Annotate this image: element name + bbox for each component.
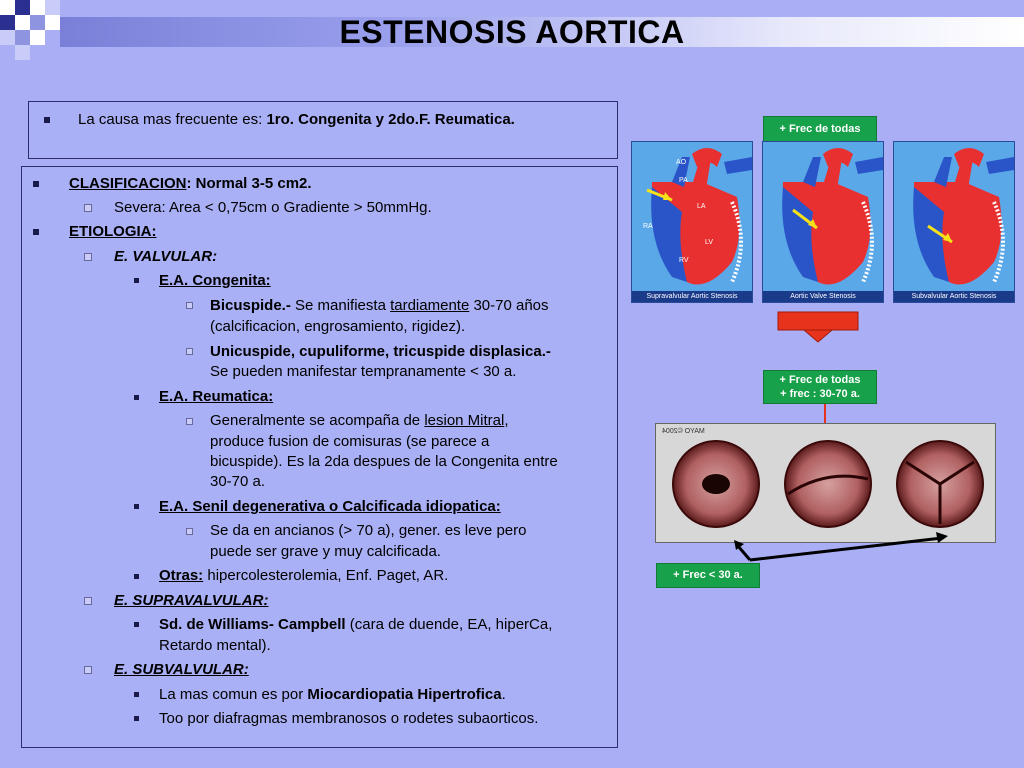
heart-diagram-subvalvular — [893, 141, 1015, 303]
heart-illustration — [763, 142, 884, 293]
reumatica-pre: Generalmente se acompaña de — [210, 412, 425, 429]
otras-label: Otras: — [159, 567, 204, 584]
senil-line1: Se da en ancianos (> 70 a), gener. es leve pero — [210, 522, 527, 539]
bullet-square-icon — [33, 229, 39, 235]
valvular-heading: E. VALVULAR: — [114, 248, 218, 265]
bullet-square-icon — [134, 622, 139, 627]
bullet-square-icon — [134, 504, 139, 509]
heart-caption: Subvalvular Aortic Stenosis — [894, 291, 1014, 302]
otras-line — [159, 566, 448, 586]
bullet-square-icon — [33, 181, 39, 187]
bicuspide-underlined: tardiamente — [390, 297, 470, 314]
cause-bold: 1ro. Congenita y 2do.F. Reumatica. — [266, 111, 515, 128]
bullet-hollow-icon — [186, 528, 193, 535]
subvalvular-bold: Miocardiopatia Hipertrofica — [307, 686, 502, 703]
congenita-heading: E.A. Congenita: — [159, 272, 271, 289]
senil-line2: puede ser grave y muy calcificada. — [210, 543, 441, 560]
tag-frec-todas: + Frec de todas — [763, 116, 877, 142]
subvalvular-line1 — [159, 685, 506, 705]
reumatica-line2: produce fusion de comisuras (se parece a — [210, 433, 490, 450]
reumatica-line3: bicuspide). Es la 2da despues de la Congenita entre — [210, 453, 558, 470]
heart-caption: Aortic Valve Stenosis — [763, 291, 883, 302]
bullet-square-icon — [134, 692, 139, 697]
subvalvular-pre: La mas comun es por — [159, 686, 308, 703]
williams-bold: Sd. de Williams- Campbell — [159, 616, 346, 633]
reumatica-post: , — [504, 412, 509, 429]
cause-box — [28, 101, 618, 159]
valves-illustration — [656, 424, 997, 544]
heart-caption: Supravalvular Aortic Stenosis — [632, 291, 752, 302]
williams-line — [159, 615, 552, 635]
bullet-square-icon — [134, 716, 139, 721]
bullet-square-icon — [134, 278, 139, 283]
etiologia-heading: ETIOLOGIA: — [69, 223, 157, 240]
bullet-square-icon — [134, 574, 139, 579]
bullet-square-icon — [134, 395, 139, 400]
label-pa: PA — [679, 177, 688, 184]
unicuspide-line: Unicuspide, cupuliforme, tricuspide displasica.- — [210, 343, 551, 360]
bullet-hollow-icon — [84, 204, 92, 212]
label-la: LA — [697, 203, 706, 210]
subvalvular-line2: Too por diafragmas membranosos o rodetes subaorticos. — [159, 710, 539, 727]
bullet-hollow-icon — [84, 253, 92, 261]
bullet-hollow-icon — [186, 348, 193, 355]
cause-line — [78, 110, 515, 130]
bicuspide-line — [210, 296, 549, 316]
slide-title: ESTENOSIS AORTICA — [339, 14, 685, 50]
tag-line2: + frec : 30-70 a. — [780, 388, 860, 400]
heart-diagram-supravalvular — [631, 141, 753, 303]
pointer-arrows-icon — [730, 530, 960, 566]
bicuspide-bold: Bicuspide.- — [210, 297, 291, 314]
senil-heading: E.A. Senil degenerativa o Calcificada idiopatica: — [159, 498, 501, 515]
subvalvular-heading: E. SUBVALVULAR: — [114, 661, 249, 678]
reumatica-line — [210, 411, 509, 431]
classification-box — [21, 166, 618, 748]
williams-text: (cara de duende, EA, hiperCa, — [345, 616, 553, 633]
bicuspide-line2: (calcificacion, engrosamiento, rigidez). — [210, 318, 466, 335]
label-lv: LV — [705, 239, 714, 246]
aortic-valves-image — [655, 423, 996, 543]
reumatica-heading: E.A. Reumatica: — [159, 388, 274, 405]
heart-diagram-valvular — [762, 141, 884, 303]
williams-line2: Retardo mental). — [159, 637, 271, 654]
clasificacion-value: : Normal 3-5 cm2. — [186, 175, 312, 192]
severa-line: Severa: Area < 0,75cm o Gradiente > 50mmHg. — [114, 199, 432, 216]
unicuspide-line2: Se pueden manifestar tempranamente < 30 a. — [210, 363, 517, 380]
clasificacion-label: CLASIFICACION — [69, 175, 187, 192]
subvalvular-post: . — [501, 686, 506, 703]
label-rv: RV — [679, 257, 689, 264]
bullet-square-icon — [44, 117, 50, 123]
down-arrow-icon — [776, 310, 860, 344]
bullet-hollow-icon — [186, 302, 193, 309]
label-ao: AO — [676, 159, 687, 166]
bicuspide-pre: Se manifiesta — [290, 297, 391, 314]
heart-illustration — [894, 142, 1015, 293]
tag-frec-todas-30-70 — [763, 370, 877, 404]
tag-line1: + Frec de todas — [779, 374, 861, 386]
bullet-hollow-icon — [84, 666, 92, 674]
clasificacion-line — [69, 174, 312, 194]
tag-frec-menor-30: + Frec < 30 a. — [656, 563, 760, 588]
reumatica-underlined: lesion Mitral — [424, 412, 505, 429]
reumatica-line4: 30-70 a. — [210, 473, 266, 490]
heart-illustration — [632, 142, 753, 293]
bullet-hollow-icon — [186, 418, 193, 425]
bicuspide-post: 30-70 años — [469, 297, 549, 314]
otras-text: hipercolesterolemia, Enf. Paget, AR. — [203, 567, 449, 584]
bullet-hollow-icon — [84, 597, 92, 605]
cause-text: La causa mas frecuente es: — [78, 111, 267, 128]
label-ra: RA — [643, 223, 653, 230]
supravalvular-heading: E. SUPRAVALVULAR: — [114, 592, 269, 609]
valves-label: MAYO ©2004 — [662, 428, 705, 435]
